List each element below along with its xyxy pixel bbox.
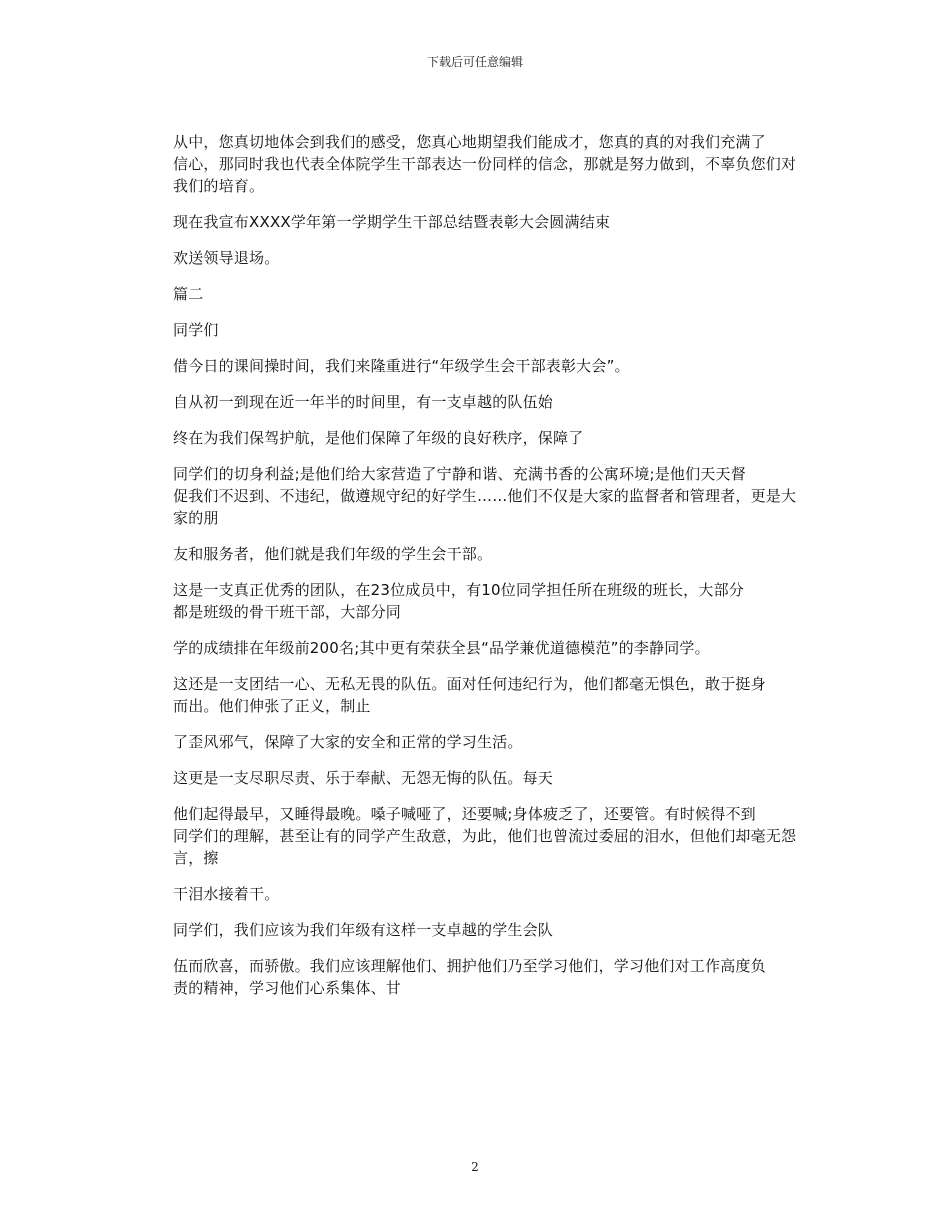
text-line: 篇二 [173,285,204,303]
text-line: 家的朋 [173,509,219,527]
text-line: 责的精神，学习他们心系集体、甘 [173,979,402,997]
paragraph [139,919,813,941]
text-line: 我们的培育。 [173,177,265,195]
text-line: 从中，您真切地体会到我们的感受，您真心地期望我们能成才，您真的真的对我们充满了 [173,133,766,151]
text-line: 信心，那同时我也代表全体院学生干部表达一份同样的信念，那就是努力做到，不辜负您们对 [173,155,797,173]
text-line: 都是班级的骨干班干部，大部分同 [173,603,402,621]
text-line: 同学们的理解，甚至让有的同学产生敌意，为此，他们也曾流过委屈的泪水，但他们却毫无怨 [173,827,797,845]
text-line: 促我们不迟到、不违纪，做遵规守纪的好学生……他们不仅是大家的监督者和管理者，更是大 [173,487,797,505]
paragraph [139,391,813,413]
text-line: 这更是一支尽职尽责、乐于奉献、无怨无悔的队伍。每天 [173,769,554,787]
paragraph [139,883,813,905]
paragraph [139,247,813,269]
text-line: 这是一支真正优秀的团队，在23位成员中，有10位同学担任所在班级的班长，大部分 [173,581,744,599]
text-line: 借今日的课间操时间，我们来隆重进行“年级学生会干部表彰大会”。 [173,357,630,375]
paragraph [139,319,813,341]
paragraph [139,211,813,233]
text-line: 干泪水接着干。 [173,885,280,903]
text-line: 而出。他们伸张了正义，制止 [173,697,371,715]
paragraph [139,803,813,869]
text-line: 言，擦 [173,849,219,867]
paragraph [139,731,813,753]
text-line: 同学们，我们应该为我们年级有这样一支卓越的学生会队 [173,921,554,939]
paragraph [139,463,813,529]
page-header: 下载后可任意编辑 [426,55,523,69]
paragraph [139,955,813,999]
paragraph [139,427,813,449]
text-line: 学的成绩排在年级前200名;其中更有荣获全县“品学兼优道德模范”的李静同学。 [173,639,710,657]
paragraph [139,543,813,565]
paragraph [139,767,813,789]
text-line: 现在我宣布XXXX学年第一学期学生干部总结暨表彰大会圆满结束 [173,213,611,231]
paragraph [139,283,813,305]
text-line: 了歪风邪气，保障了大家的安全和正常的学习生活。 [173,733,523,751]
text-line: 自从初一到现在近一年半的时间里，有一支卓越的队伍始 [173,393,554,411]
text-line: 终在为我们保驾护航，是他们保障了年级的良好秩序，保障了 [173,429,584,447]
paragraph [139,637,813,659]
page-number: 2 [471,1160,479,1174]
paragraph [139,673,813,717]
text-line: 同学们的切身利益;是他们给大家营造了宁静和谐、充满书香的公寓环境;是他们天天督 [173,465,746,483]
text-line: 伍而欣喜，而骄傲。我们应该理解他们、拥护他们乃至学习他们，学习他们对工作高度负 [173,957,766,975]
text-line: 同学们 [173,321,219,339]
paragraph [139,355,813,377]
text-line: 他们起得最早，又睡得最晚。嗓子喊哑了，还要喊;身体疲乏了，还要管。有时候得不到 [173,805,756,823]
text-line: 这还是一支团结一心、无私无畏的队伍。面对任何违纪行为，他们都毫无惧色，敢于挺身 [173,675,766,693]
text-line: 欢送领导退场。 [173,249,280,267]
text-line: 友和服务者，他们就是我们年级的学生会干部。 [173,545,493,563]
paragraph [139,579,813,623]
document-body [139,131,813,1013]
paragraph [139,131,813,197]
